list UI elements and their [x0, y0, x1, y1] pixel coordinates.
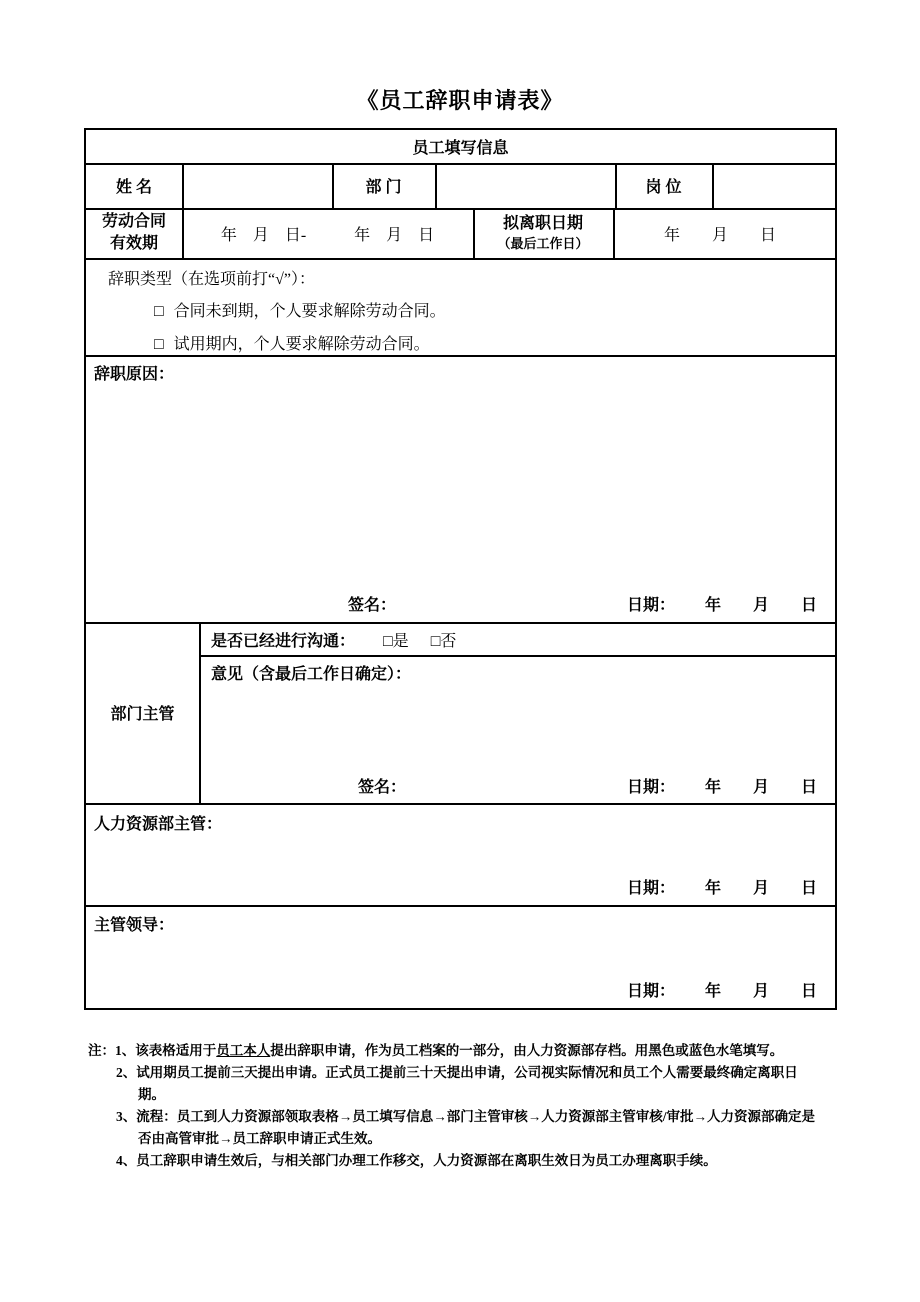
- hr-manager-label: 人力资源部主管：: [94, 816, 223, 833]
- note-2-text: 试用期员工提前三天提出申请。正式员工提前三十天提出申请，公司视实际情况和员工个人需要最终确定离职日期。: [136, 1065, 798, 1102]
- name-input-cell[interactable]: [182, 163, 332, 208]
- contract-period-value-cell[interactable]: 年 月 日- 年 月 日: [220, 226, 435, 244]
- employee-signature-label: 签名：: [348, 597, 397, 614]
- leave-date-label-main: 拟离职日期: [502, 215, 583, 233]
- note-item-2: [116, 1062, 823, 1106]
- divider: [86, 803, 835, 805]
- resign-type-option-contract: [154, 298, 446, 321]
- checkbox-unchecked-icon[interactable]: □: [154, 303, 164, 320]
- footer-notes: [88, 1040, 846, 1172]
- name-label: 姓 名: [115, 179, 152, 196]
- reason-label: 辞职原因：: [94, 366, 175, 383]
- leave-date-label: [473, 208, 613, 258]
- hr-date-line: [627, 875, 825, 898]
- contract-period-label: [86, 208, 182, 258]
- communication-label: 是否已经进行沟通：: [211, 633, 356, 650]
- resign-type-heading: 辞职类型（在选项前打“√”）：: [108, 271, 315, 288]
- opinion-label: 意见（含最后工作日确定）：: [211, 666, 412, 683]
- date-label: 日期：: [626, 983, 675, 1000]
- resignation-form-table: [84, 128, 837, 1010]
- note-3-text: 流程：员工到人力资源部领取表格→员工填写信息→部门主管审核→人力资源部主管审核/审批→人力资源部确定是否由高管审批→员工辞职申请正式生效。: [136, 1109, 815, 1146]
- employee-date-line: [627, 592, 825, 615]
- communication-question: [211, 628, 456, 651]
- manager-date-line: [627, 774, 825, 797]
- note-item-1: [88, 1040, 883, 1062]
- contract-period-label-line1: 劳动合同: [101, 213, 166, 231]
- checkbox-unchecked-icon[interactable]: □: [154, 336, 164, 353]
- note-1-text-after: 提出辞职申请，作为员工档案的一部分，由人力资源部存档。用黑色或蓝色水笔填写。: [270, 1043, 784, 1058]
- date-label: 日期：: [626, 779, 675, 796]
- note-3-number: 3、: [116, 1109, 137, 1124]
- date-value: 年 月 日: [704, 983, 825, 1000]
- resign-type-option-probation: [154, 331, 430, 354]
- divider: [86, 258, 835, 260]
- section-header-employee-info: 员工填写信息: [412, 140, 509, 157]
- manager-signature-label: 签名：: [358, 779, 407, 796]
- divider: [86, 905, 835, 907]
- page-title: 《员工辞职申请表》: [356, 88, 564, 113]
- date-value: 年 月 日: [704, 779, 825, 796]
- checkbox-yes[interactable]: □是: [383, 633, 409, 650]
- resign-type-option-probation-label: 试用期内，个人要求解除劳动合同。: [173, 336, 430, 353]
- note-1-number: 1、: [115, 1043, 136, 1058]
- note-4-number: 4、: [116, 1153, 137, 1168]
- note-2-number: 2、: [116, 1065, 137, 1080]
- dept-label: 部 门: [365, 179, 402, 196]
- note-item-3: [116, 1106, 823, 1150]
- checkbox-no[interactable]: □否: [430, 633, 457, 650]
- date-label: 日期：: [626, 597, 675, 614]
- resign-type-option-contract-label: 合同未到期，个人要求解除劳动合同。: [173, 303, 446, 320]
- contract-period-label-line2: 有效期: [109, 235, 158, 252]
- dept-input-cell[interactable]: [435, 163, 615, 208]
- reason-input-area[interactable]: [86, 380, 835, 585]
- date-value: 年 月 日: [704, 597, 825, 614]
- executive-label: 主管领导：: [94, 917, 175, 934]
- leave-date-label-sub: （最后工作日）: [497, 236, 589, 252]
- leave-date-value-cell[interactable]: 年 月 日: [663, 226, 784, 244]
- date-label: 日期：: [626, 880, 675, 897]
- note-4-text: 员工辞职申请生效后，与相关部门办理工作移交，人力资源部在离职生效日为员工办理离职手续。: [136, 1153, 717, 1168]
- divider: [199, 655, 835, 657]
- dept-manager-label: 部门主管: [110, 706, 175, 723]
- note-item-4: [116, 1150, 823, 1172]
- executive-date-line: [627, 978, 825, 1001]
- post-label: 岗 位: [645, 179, 682, 196]
- note-1-underlined-text: 员工本人: [216, 1043, 271, 1058]
- executive-input-area[interactable]: [86, 934, 835, 976]
- notes-prefix: 注：: [88, 1043, 115, 1058]
- opinion-input-area[interactable]: [199, 682, 835, 767]
- date-value: 年 月 日: [704, 880, 825, 897]
- post-input-cell[interactable]: [712, 163, 835, 208]
- note-1-text-before: 该表格适用于: [135, 1043, 217, 1058]
- hr-manager-input-area[interactable]: [86, 832, 835, 874]
- divider: [86, 355, 835, 357]
